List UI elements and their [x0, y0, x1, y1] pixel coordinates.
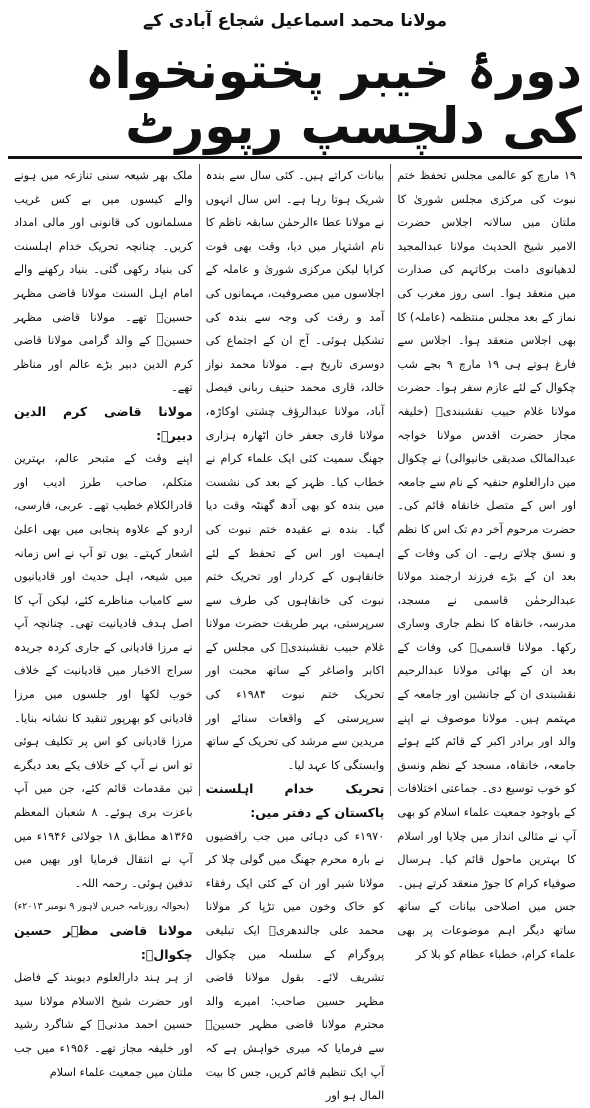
paragraph: اپنے وقت کے متبحر عالم، بہترین متکلم، صاحب طرز ادیب اور قادرالکلام خطیب تھے۔ عربی، فارسی، اردو کے علاوہ پنجابی میں بھی اعلیٰ اشعار کہتے۔ یوں تو آپ نے اس زمانہ میں شیعہ، اہل حدیث اور قادیانیوں سے کامیاب مناظرے کئے، لیکن آپ کا اصل ہدف قادیانیت تھی۔ چنانچہ آپ نے مرزا قادیانی کے جاری کردہ جریدہ سراج الاخبار میں قادیانیت کے خلاف خوب لکھا اور جلسوں میں مرزا قادیانی کو بھرپور تنقید کا نشانہ بنایا۔ مرزا قادیانی کو اس پر تکلیف ہوئی تو اس نے آپ کے خلاف یکے بعد دیگرے تین مقدمات قائم کئے، جن میں آپ باعزت بری ہوئے۔ ۸ شعبان المعظم ۱۳۶۵ھ مطابق ۱۸ جولائی ۱۹۴۶ء میں آپ نے انتقال فرمایا اور بھیں میں تدفین ہوئی۔ رحمہ اللہ۔ [13, 452, 193, 890]
section-heading: مولانا قاضی کرم الدین دبیرؒ: [13, 403, 193, 443]
article-columns [8, 164, 582, 1103]
paragraph: ۱۹ مارچ کو عالمی مجلس تحفظ ختم نبوت کی مرکزی مجلس شوریٰ کا ملتان میں سالانہ اجلاس حضرت الامیر شیخ الحدیث مولانا عبدالمجید لدھیانوی دامت برکاتہم کی صدارت میں منعقد ہوا۔ اسی روز مغرب کی نماز کے بعد مجلس منتظمہ (عاملہ) کا بھی اجلاس منعقد ہوا۔ اجلاس سے فارغ ہوتے ہی ۱۹ مارچ ۹ بجے شب چکوال کے لئے عازم سفر ہوا۔ حضرت مولانا غلام حبیب نقشبندیؒ (خلیفہ مجاز حضرت اقدس مولانا خواجہ عبدالمالک صدیقی خانیوالی) نے چکوال میں دارالعلوم حنفیہ کے نام سے جامعہ اور اس کے متصل خانقاہ قائم کی۔ حضرت مرحوم آخر دم تک اس کا نظم و نسق چلاتے رہے۔ ان کی وفات کے بعد ان کے بڑے فرزند ارجمند مولانا عبدالرحمٰن قاسمی نے مسجد، مدرسہ، خانقاہ کا نظم جاری وساری رکھا۔ مولانا قاسمیؒ کی وفات کے بعد ان کے بھائی مولانا عبدالرحیم نقشبندی ان کے جانشین اور جامعہ کے مہتمم ہیں۔ مولانا موصوف نے اپنے والد اور برادر اکبر کے قائم کئے ہوئے جامعہ، خانقاہ، مسجد کے نظم ونسق کو خوب توسیع دی۔ جماعتی اختلافات کے باوجود جمعیت علماء اسلام کو بھی آپ نے مثالی انداز میں چلایا اور اسلام کا بہترین ماحول قائم کیا۔ ہرسال صوفیاء کرام کا جوڑ منعقد کرتے ہیں۔ جس میں اصلاحی بیانات کے ساتھ ساتھ دیگر اہم موضوعات پر بھی علماء کرام، خطباء عظام کو بلا کر [397, 169, 576, 961]
paragraph: ملک بھر شیعہ سنی تنازعہ میں ہونے والے کیسوں میں بے کس غریب مسلمانوں کی قانونی اور مالی امداد کریں۔ چنانچہ تحریک خدام اہلسنت کی بنیاد رکھی گئی۔ بنیاد رکھنے والے امام اہل السنت مولانا قاضی مظہر حسینؒ تھے۔ مولانا قاضی مظہر حسینؒ کے والد گرامی مولانا قاضی کرم الدین دبیر بڑے عالم اور مناظر تھے۔ [13, 169, 193, 395]
headline: دورۂ خیبر پختونخواہ کی دلچسپ رپورٹ [85, 42, 582, 155]
byline: مولانا محمد اسماعیل شجاع آبادی کے [143, 10, 447, 31]
paragraph: بیانات کراتے ہیں۔ کئی سال سے بندہ شریک ہوتا رہا ہے۔ اس سال انہوں نے مولانا عطا ءالرحمٰن سابقہ ناظم کا نام اشتہار میں دیا، وقت بھی فوت کرایا لیکن مرکزی شوریٰ و عاملہ کے اجلاسوں میں مصروفیت، مہمانوں کی آمد و رفت کی وجہ سے بندہ کی تشکیل ہوئی۔ آج ان کے اجتماع کی دوسری تاریخ ہے۔ مولانا محمد نواز خالد، قاری محمد حنیف ربانی فیصل آباد، مولانا عبدالرؤف چشتی اوکاڑہ، مولانا قاری جعفر خان اٹھارہ ہزاری جھنگ سمیت کئی ایک علماء کرام نے خطاب کیا۔ ظہر کے بعد کی نشست میں بندہ کو بھی آدھ گھنٹہ وقت دیا گیا۔ بندہ نے عقیدہ ختم نبوت کی اہمیت اور اس کے تحفظ کے لئے خانقاہوں کے کردار اور تحریک ختم نبوت کی خانقاہوں کی طرف سے سرپرستی، بہر طریقت حضرت مولانا غلام حبیب نقشبندیؒ کی مجلس کے اکابر واصاغر کے ساتھ محبت اور تحریک ختم نبوت ۱۹۸۴ء کی سرپرستی کے واقعات سنائے اور مریدین سے مرشد کی تحریک کے ساتھ وابستگی کا عہد لیا۔ [205, 169, 385, 772]
section-heading: مولانا قاضی مظہر حسین چکوالؒ: [13, 923, 193, 962]
section-heading: تحریک خدام اہلسنت پاکستان کے دفتر میں: [205, 781, 385, 821]
column-middle [200, 164, 392, 1103]
column-left [8, 164, 200, 1079]
paragraph: ۱۹۷۰ء کی دہائی میں جب رافضیوں نے بارہ محرم جھنگ میں گولی چلا کر مولانا شیر اور ان کے کئی ایک رفقاء کو خاک وخون میں تڑپا کر مولانا محمد علی جالندھریؒ ایک تبلیغی پروگرام کے سلسلہ میں چکوال تشریف لائے۔ بقول مولانا قاضی مظہر حسین صاحب: امیرے والد محترم مولانا قاضی مظہر حسینؒ سے فرمایا کہ میری خواہش ہے کہ آپ ایک تنظیم قائم کریں، جس کا بیت المال ہو اور [205, 829, 385, 1103]
column-right [391, 164, 582, 961]
headline-rule [8, 156, 582, 159]
paragraph: از ہر ہند دارالعلوم دیوبند کے فاضل اور حضرت شیخ الاسلام مولانا سید حسین احمد مدنیؒ کے شاگرد رشید اور خلیفہ مجاز تھے۔ ۱۹۵۶ء میں جب ملتان میں جمعیت علماء اسلام [13, 971, 193, 1079]
source-citation: (بحوالہ روزنامہ خبریں لاہور ۹ نومبر ۲۰۱۳ء) [13, 901, 190, 913]
